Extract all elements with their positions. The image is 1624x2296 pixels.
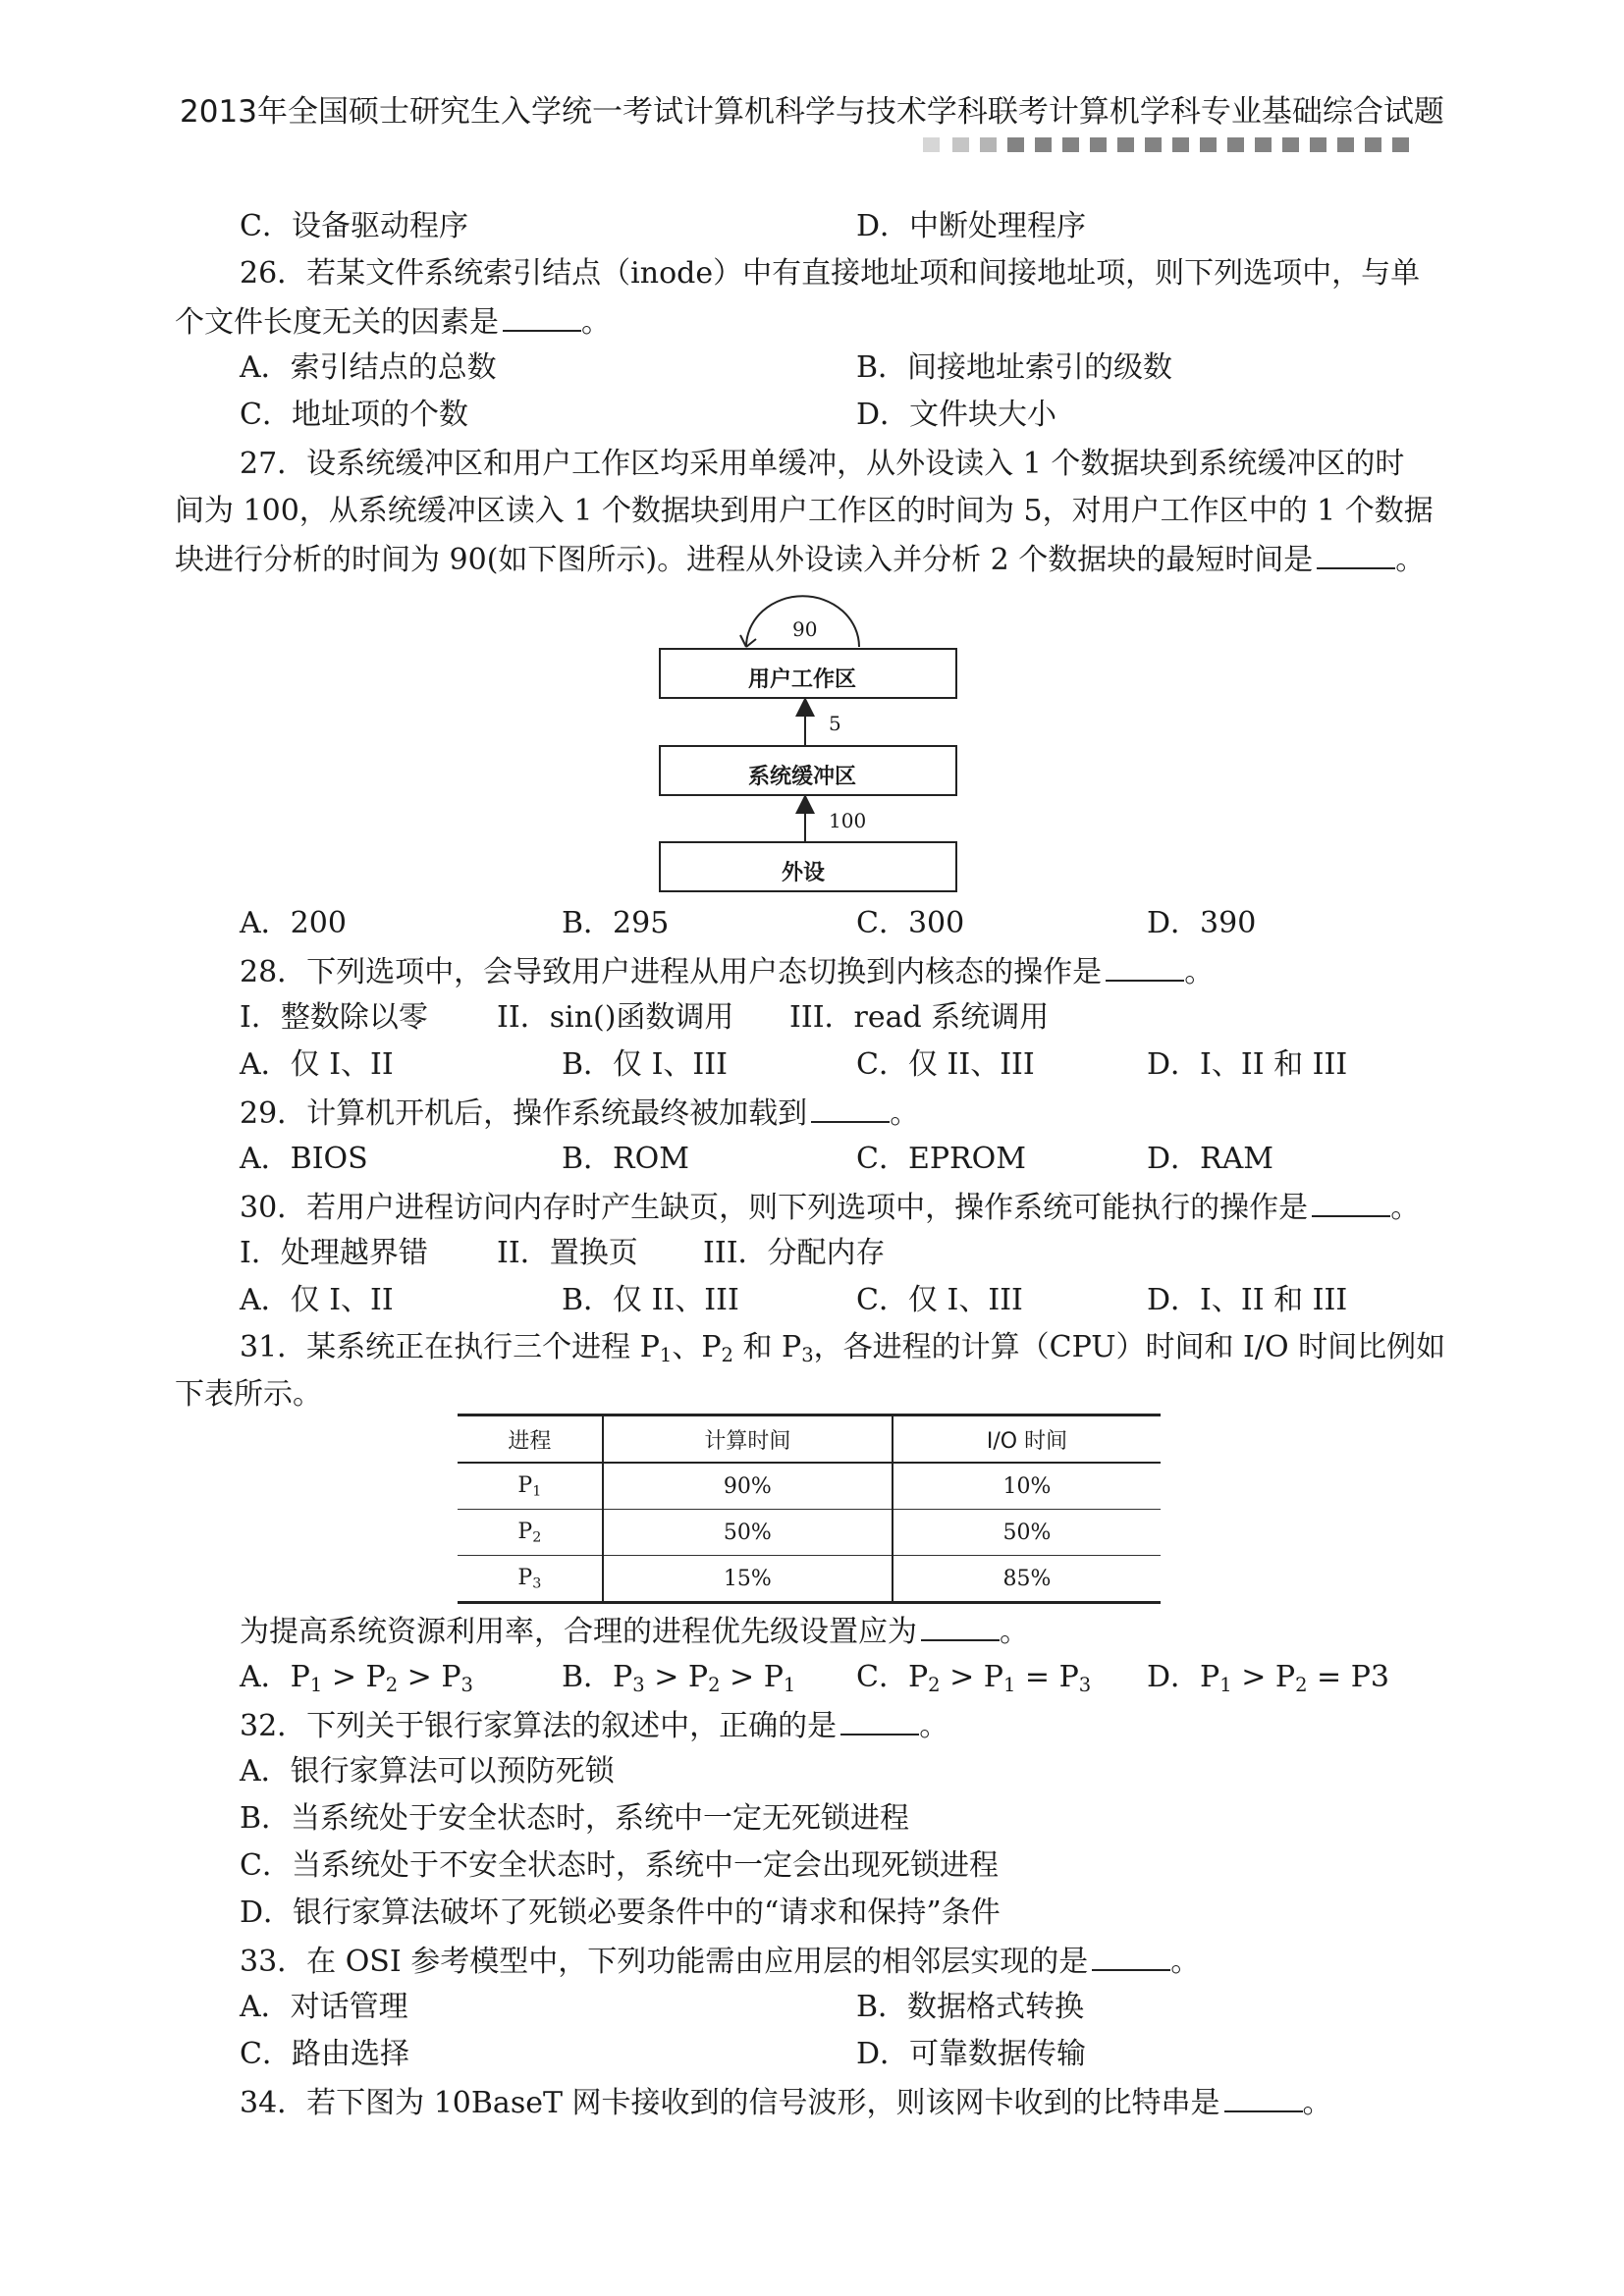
buffer-to-user-time-label: 5 (829, 712, 841, 735)
q32-option-a: A．银行家算法可以预防死锁 (240, 1754, 615, 1789)
answer-blank (1317, 544, 1395, 569)
q27-stem-line1: 27．设系统缓冲区和用户工作区均采用单缓冲，从外设读入 1 个数据块到系统缓冲区的时 (240, 447, 1405, 481)
q28-option-c: C．仅 II、III (856, 1047, 1035, 1082)
answer-blank (503, 306, 581, 332)
q33-stem: 33．在 OSI 参考模型中，下列功能需由应用层的相邻层实现的是 。 (240, 1945, 1201, 1979)
q27-option-a: A．200 (240, 906, 347, 940)
q29-stem: 29．计算机开机后，操作系统最终被加载到 。 (240, 1096, 920, 1131)
q27-option-d: D．390 (1147, 906, 1257, 940)
analyze-time-label: 90 (792, 617, 818, 641)
table-row (458, 1556, 1161, 1603)
q33-option-a: A．对话管理 (240, 1990, 408, 2024)
q26-stem-line2: 个文件长度无关的因素是 。 (175, 305, 611, 340)
q33-option-c: C．路由选择 (240, 2037, 409, 2071)
answer-blank (840, 1710, 919, 1735)
q32-option-c: C．当系统处于不安全状态时，系统中一定会出现死锁进程 (240, 1848, 999, 1883)
q27-option-b: B．295 (562, 906, 670, 940)
page-header-title: 2013年全国硕士研究生入学统一考试计算机科学与技术学科联考计算机学科专业基础综合试题 (180, 94, 1444, 130)
header-process: 进程 (508, 1428, 552, 1454)
q31-option-c: C．$P_2 > P_1 = P_3$ (856, 1660, 1092, 1696)
q31-stem-line2: 下表所示。 (175, 1377, 322, 1412)
q28-option-d: D．I、II 和 III (1147, 1047, 1348, 1082)
q28-option-b: B．仅 I、III (562, 1047, 728, 1082)
process-cell: $P_1$ (517, 1472, 542, 1500)
q30-item-1: I．处理越界错 (240, 1236, 428, 1270)
q33-option-d: D．可靠数据传输 (856, 2037, 1087, 2071)
cpu-cell: 90% (603, 1463, 893, 1510)
answer-blank (921, 1616, 1000, 1641)
q31-stem-line3: 为提高系统资源利用率，合理的进程优先级设置应为 。 (240, 1615, 1029, 1649)
q26-option-b: B．间接地址索引的级数 (856, 350, 1173, 385)
q29-option-a: A．BIOS (240, 1142, 368, 1176)
q28-option-a: A．仅 I、II (240, 1047, 394, 1082)
process-cell: $P_2$ (517, 1519, 542, 1546)
io-cell: 85% (893, 1556, 1161, 1603)
q31-option-b: B．$P_3 > P_2 > P_1$ (562, 1660, 796, 1696)
q29-option-b: B．ROM (562, 1142, 689, 1176)
q30-item-3: III．分配内存 (703, 1236, 886, 1270)
q30-option-c: C．仅 I、III (856, 1283, 1023, 1317)
answer-blank (811, 1097, 890, 1123)
q26-option-c: C．地址项的个数 (240, 398, 468, 432)
table-header-row (458, 1415, 1161, 1464)
q31-option-a: A．$P_1 > P_2 > P_3$ (240, 1660, 473, 1696)
q27-stem-line3: 块进行分析的时间为 90(如下图所示)。进程从外设读入并分析 2 个数据块的最短时间是 。 (175, 543, 1426, 577)
buffer-label: 系统缓冲区 (748, 765, 857, 789)
q28-stem: 28．下列选项中，会导致用户进程从用户态切换到内核态的操作是 。 (240, 955, 1215, 989)
q28-item-1: I．整数除以零 (240, 1000, 428, 1035)
q30-stem: 30．若用户进程访问内存时产生缺页，则下列选项中，操作系统可能执行的操作是 。 (240, 1191, 1421, 1225)
q27-stem-line2: 间为 100，从系统缓冲区读入 1 个数据块到用户工作区的时间为 5，对用户工作区中的 1 个数据 (175, 494, 1434, 528)
header-cpu-time: 计算时间 (603, 1415, 893, 1464)
q32-option-b: B．当系统处于安全状态时，系统中一定无死锁进程 (240, 1801, 910, 1836)
q32-stem: 32．下列关于银行家算法的叙述中，正确的是 。 (240, 1709, 949, 1743)
answer-blank (1312, 1192, 1390, 1217)
q26-option-d: D．文件块大小 (856, 398, 1057, 432)
q29-option-c: C．EPROM (856, 1142, 1026, 1176)
table-row (458, 1510, 1161, 1556)
q33-option-b: B．数据格式转换 (856, 1990, 1085, 2024)
q25-option-c: C．设备驱动程序 (240, 209, 468, 243)
answer-blank (1106, 956, 1184, 982)
device-label: 外设 (782, 861, 826, 885)
q34-stem: 34．若下图为 10BaseT 网卡接收到的信号波形，则该网卡收到的比特串是 。 (240, 2086, 1332, 2120)
q28-item-2: II．sin()函数调用 (497, 1000, 734, 1035)
answer-blank (1092, 1946, 1170, 1971)
q30-item-2: II．置换页 (497, 1236, 638, 1270)
cpu-cell: 15% (603, 1556, 893, 1603)
io-cell: 50% (893, 1510, 1161, 1556)
q27-option-c: C．300 (856, 906, 965, 940)
q26-option-a: A．索引结点的总数 (240, 350, 497, 385)
q30-option-d: D．I、II 和 III (1147, 1283, 1348, 1317)
header-io-time: I/O 时间 (893, 1415, 1161, 1464)
q29-option-d: D．RAM (1147, 1142, 1274, 1176)
device-to-buffer-time-label: 100 (829, 809, 867, 832)
user-area-label: 用户工作区 (748, 667, 857, 692)
q30-option-a: A．仅 I、II (240, 1283, 394, 1317)
q32-option-d: D．银行家算法破坏了死锁必要条件中的“请求和保持”条件 (240, 1896, 1001, 1930)
q25-option-d: D．中断处理程序 (856, 209, 1087, 243)
q31-stem-line1: 31．某系统正在执行三个进程 $P_1$、$P_2$ 和 $P_3$，各进程的计算（CPU）时间和 I/O 时间比例如 (240, 1330, 1446, 1366)
io-cell: 10% (893, 1463, 1161, 1510)
q31-option-d: D．$P_1 > P_2 = P3$ (1147, 1660, 1389, 1696)
cpu-cell: 50% (603, 1510, 893, 1556)
buffer-diagram (648, 594, 972, 908)
process-ratio-table (458, 1414, 1161, 1604)
answer-blank (1224, 2087, 1303, 2112)
q30-option-b: B．仅 II、III (562, 1283, 739, 1317)
process-cell: $P_3$ (517, 1565, 542, 1592)
q28-item-3: III．read 系统调用 (789, 1000, 1050, 1035)
table-row (458, 1463, 1161, 1510)
q26-stem-line1: 26．若某文件系统索引结点（inode）中有直接地址项和间接地址项，则下列选项中，与单 (240, 256, 1421, 291)
